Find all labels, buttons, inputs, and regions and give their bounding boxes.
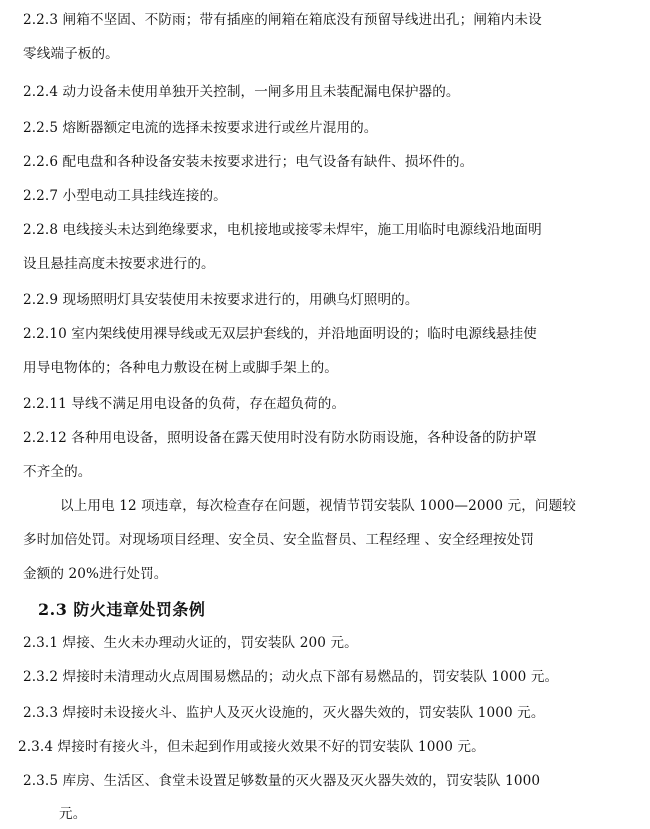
section-heading-2-3: 2.3 防火违章处罚条例	[38, 600, 206, 619]
item-2-2-3-line-1: 2.2.3 闸箱不坚固、不防雨；带有插座的闸箱在箱底没有预留导线进出孔；闸箱内未设	[23, 12, 542, 28]
item-2-3-3: 2.3.3 焊接时未设接火斗、监护人及灭火设施的，灭火器失效的，罚安装队 1000 元。	[23, 705, 545, 721]
item-2-2-12-line-2: 不齐全的。	[23, 464, 92, 480]
item-2-2-5: 2.2.5 熔断器额定电流的选择未按要求进行或丝片混用的。	[23, 120, 378, 136]
item-2-2-8-line-1: 2.2.8 电线接头未达到绝缘要求，电机接地或接零未焊牢，施工用临时电源线沿地面明	[23, 222, 542, 238]
item-2-3-2: 2.3.2 焊接时未清理动火点周围易燃品的；动火点下部有易燃品的，罚安装队 1000 元。	[23, 669, 559, 685]
item-2-2-10-line-2: 用导电物体的；各种电力敷设在树上或脚手架上的。	[23, 360, 338, 376]
item-2-2-8-line-2: 设且悬挂高度未按要求进行的。	[23, 256, 215, 272]
item-2-2-4: 2.2.4 动力设备未使用单独开关控制，一闸多用且未装配漏电保护器的。	[23, 84, 460, 100]
item-2-2-7: 2.2.7 小型电动工具挂线连接的。	[23, 188, 227, 204]
item-2-2-3-line-2: 零线端子板的。	[23, 46, 119, 62]
item-2-2-9: 2.2.9 现场照明灯具安装使用未按要求进行的，用碘乌灯照明的。	[23, 292, 419, 308]
item-2-3-1: 2.3.1 焊接、生火未办理动火证的，罚安装队 200 元。	[23, 635, 358, 651]
summary-line-2: 多时加倍处罚。对现场项目经理、安全员、安全监督员、工程经理 、安全经理按处罚	[23, 532, 535, 548]
item-2-3-5-line-1: 2.3.5 库房、生活区、食堂未设置足够数量的灭火器及灭火器失效的，罚安装队 1000	[23, 773, 541, 789]
item-2-2-10-line-1: 2.2.10 室内架线使用裸导线或无双层护套线的，并沿地面明设的；临时电源线悬挂使	[23, 326, 537, 342]
item-2-2-6: 2.2.6 配电盘和各种设备安装未按要求进行；电气设备有缺件、损坏件的。	[23, 154, 474, 170]
item-2-3-4: 2.3.4 焊接时有接火斗，但未起到作用或接火效果不好的罚安装队 1000 元。	[18, 739, 485, 755]
item-2-2-11: 2.2.11 导线不满足用电设备的负荷，存在超负荷的。	[23, 396, 346, 412]
item-2-2-12-line-1: 2.2.12 各种用电设备，照明设备在露天使用时没有防水防雨设施，各种设备的防护罩	[23, 430, 537, 446]
summary-line-3: 金额的 20%进行处罚。	[23, 566, 168, 582]
summary-line-1: 以上用电 12 项违章，每次检查存在问题，视情节罚安装队 1000—2000 元，问题较	[60, 498, 576, 514]
item-2-3-5-line-2: 元。	[59, 806, 87, 822]
